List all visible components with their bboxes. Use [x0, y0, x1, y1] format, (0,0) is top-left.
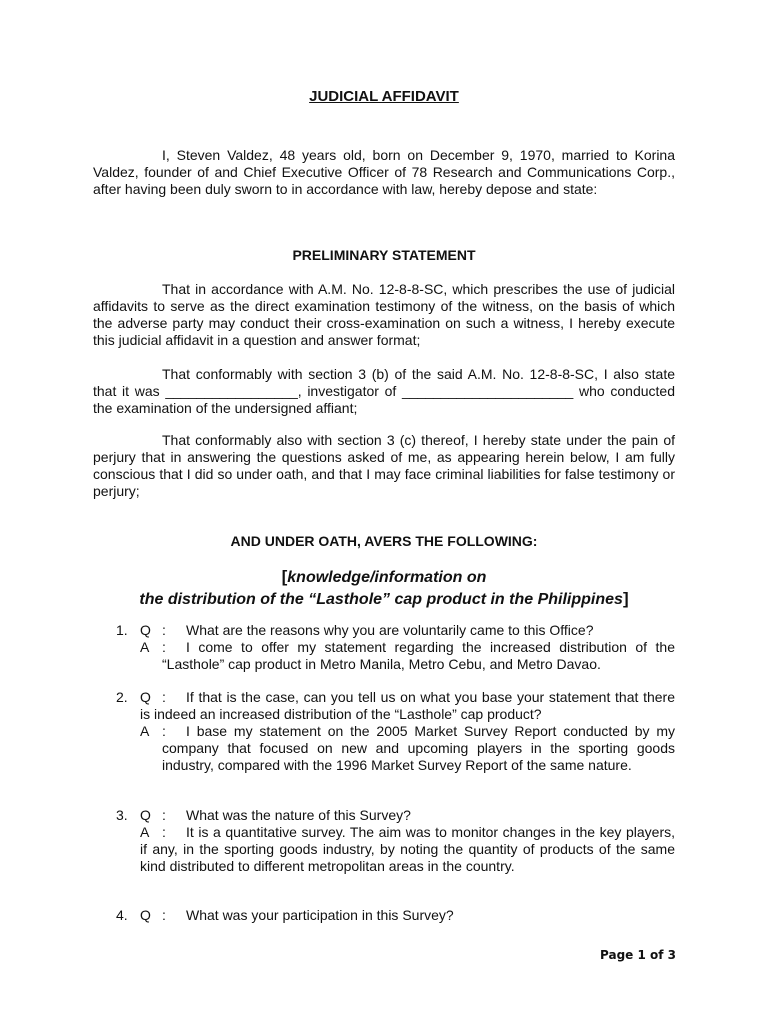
topic-open-bracket: [ — [281, 567, 288, 586]
topic-line-2: the distribution of the “Lasthole” cap product in the Philippines — [139, 591, 623, 608]
question-text: What was the nature of this Survey? — [186, 807, 411, 823]
page-number: Page 1 of 3 — [600, 948, 676, 962]
oath-heading: AND UNDER OATH, AVERS THE FOLLOWING: — [230, 533, 538, 549]
qa-number: 4. — [116, 907, 128, 923]
answer-text: I come to offer my statement regarding the increased distribution of the “Lasthole” cap product in Metro Manila, Metro Cebu, and Metro Davao. — [162, 639, 675, 672]
answer-text: I base my statement on the 2005 Market Survey Report conducted by my company that focused on new and upcoming players in the sporting goods industry, compared with the 1996 Market Survey Report of the same nature. — [162, 723, 675, 773]
question-text: What was your participation in this Survey? — [186, 907, 454, 923]
question-colon: : — [162, 907, 166, 923]
question-tag: Q — [140, 807, 151, 823]
answer-tag: A — [140, 824, 150, 840]
question-tag: Q — [140, 689, 151, 705]
question-text: If that is the case, can you tell us on what you base your statement that there is indeed an increased distribution of the “Lasthole” cap product? — [140, 689, 675, 722]
preliminary-paragraph-2: That conformably with section 3 (b) of the said A.M. No. 12-8-8-SC, I also state that it was _________________, investigator of ______________________ who conducted the examination of the undersigned affiant; — [93, 366, 675, 416]
question-colon: : — [162, 807, 166, 823]
preliminary-heading: PRELIMINARY STATEMENT — [292, 247, 476, 263]
question-text: What are the reasons why you are voluntarily came to this Office? — [186, 622, 594, 638]
answer-colon: : — [162, 639, 166, 655]
answer-colon: : — [162, 723, 166, 739]
question-tag: Q — [140, 622, 151, 638]
answer-tag: A — [140, 723, 150, 739]
intro-paragraph: I, Steven Valdez, 48 years old, born on December 9, 1970, married to Korina Valdez, founder of and Chief Executive Officer of 78 Research and Communications Corp., after having been duly sworn to in accordance with law, hereby depose and state: — [93, 147, 675, 197]
qa-number: 2. — [116, 689, 128, 705]
document-title: JUDICIAL AFFIDAVIT — [309, 88, 459, 105]
qa-number: 3. — [116, 807, 128, 823]
topic-line-1: knowledge/information on — [287, 569, 487, 586]
question-tag: Q — [140, 907, 151, 923]
answer-tag: A — [140, 639, 150, 655]
question-colon: : — [162, 622, 166, 638]
question-colon: : — [162, 689, 166, 705]
preliminary-paragraph-3: That conformably also with section 3 (c) thereof, I hereby state under the pain of perjury that in answering the questions asked of me, as appearing herein below, I am fully conscious that I did so under oath, and that I may face criminal liabilities for false testimony or perjury; — [93, 432, 675, 499]
answer-colon: : — [162, 824, 166, 840]
topic-close-bracket: ] — [622, 589, 629, 608]
answer-text: It is a quantitative survey. The aim was to monitor changes in the key players, if any, in the sporting goods industry, by noting the quantity of products of the same kind distributed to different metropolitan areas in the country. — [140, 824, 675, 874]
topic-heading — [0, 566, 768, 610]
qa-number: 1. — [116, 622, 128, 638]
preliminary-paragraph-1: That in accordance with A.M. No. 12-8-8-SC, which prescribes the use of judicial affidavits to serve as the direct examination testimony of the witness, on the basis of which the adverse party may conduct their cross-examination on such a witness, I hereby execute this judicial affidavit in a question and answer format; — [93, 281, 675, 348]
